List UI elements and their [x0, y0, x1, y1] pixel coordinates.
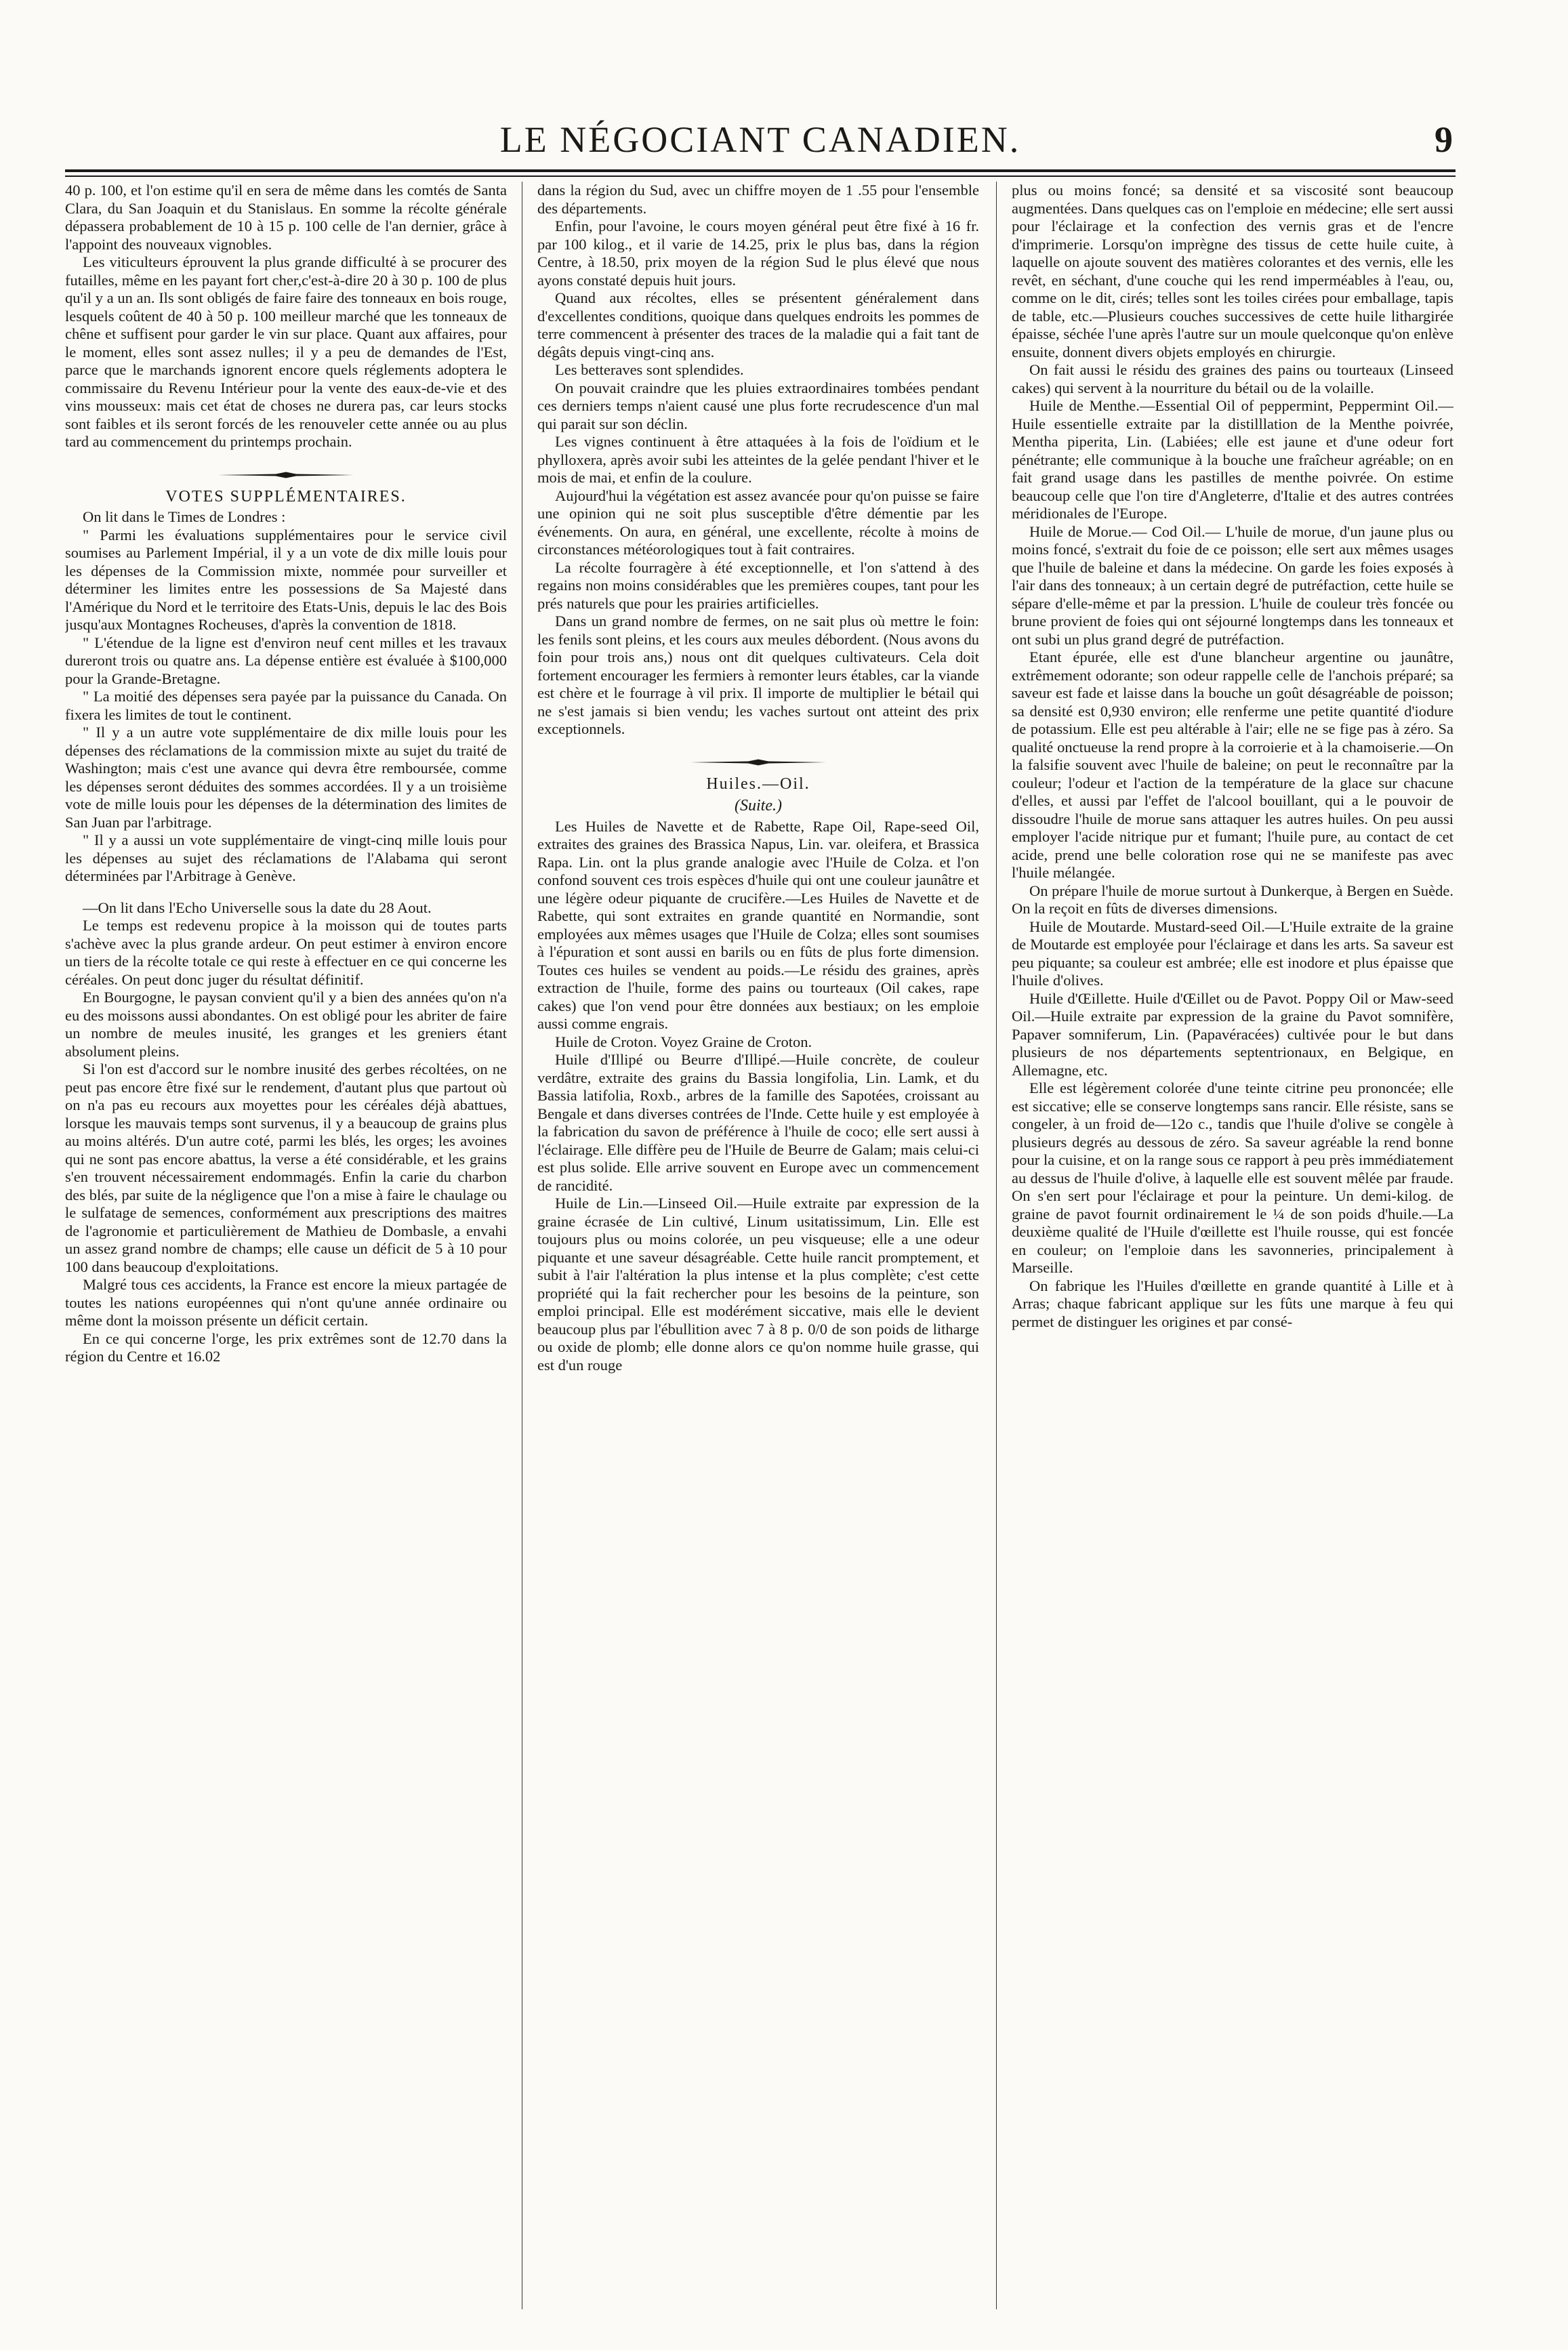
paragraph-gap: [65, 886, 507, 899]
article-paragraph: " Il y a aussi un vote supplémentaire de vingt-cinq mille louis pour les dépenses au sujet des réclamations de l'Alabama qui seront déterminées par l'Arbitrage à Genève.: [65, 831, 507, 884]
article-paragraph: —On lit dans l'Echo Universelle sous la date du 28 Aout.: [83, 899, 432, 916]
article-paragraph: Huile d'Illipé ou Beurre d'Illipé.—Huile concrète, de couleur verdâtre, extraite des grains du Bassia longifolia, Lin. Lamk, et du Bassia latifolia, Roxb., arbres de la famille des Sapotées, croissant au Bengale et dans diverses contrées de l'Inde. Cette huile y est employée à la fabrication du savon de préférence à l'huile de coco; elle sert aussi à l'éclairage. Elle diffère peu de l'Huile de Beurre de Galam; mais celui-ci est plus solide. Elle arrive souvent en Europe avec un commencement de rancidité.: [537, 1051, 979, 1194]
article-paragraph: Huile de Morue.— Cod Oil.— L'huile de morue, d'un jaune plus ou moins foncé, s'extrait du foie de ce poisson; elle sert aux mêmes usages que l'huile de baleine et dans la médecine. On garde les foies exposés à l'air dans des tonneaux; à un certain degré de putréfaction, cette huile se sépare d'elle-même et par la pression. L'huile de couleur très foncée ou brune provient de foies qui ont séjourné longtemps dans les tonneaux et ont subi un plus grand degré de putréfaction.: [1012, 522, 1453, 648]
article-paragraph: " Parmi les évaluations supplémentaires pour le service civil soumises au Parlement Impérial, il y a un vote de dix mille louis pour les dépenses de la Commission mixte, nommée pour surveiller et déterminer les limites entre les possessions de Sa Majesté dans l'Amérique du Nord et le territoire des Etats-Unis, depuis le lac des Bois jusqu'aux Montagnes Rocheuses, d'après la convention de 1818.: [65, 526, 507, 633]
article-paragraph: On prépare l'huile de morue surtout à Dunkerque, à Bergen en Suède. On la reçoit en fûts de diverses dimensions.: [1012, 882, 1453, 917]
article-paragraph: 40 p. 100, et l'on estime qu'il en sera de même dans les comtés de Santa Clara, du San Joaquin et du Stanislaus. En somme la récolte générale dépassera probablement de 10 à 15 p. 100 celle de l'an dernier, grâce à l'appoint des nouveaux vignobles.: [65, 182, 507, 253]
page-number: 9: [1435, 119, 1453, 160]
section-heading: VOTES SUPPLÉMENTAIRES.: [165, 487, 407, 506]
article-paragraph: Les viticulteurs éprouvent la plus grande difficulté à se procurer des futailles, même en les payant fort cher,c'est-à-dire 20 à 30 p. 100 de plus qu'il y a un an. Ils sont obligés de faire faire des tonneaux en bois rouge, lesquels coûtent de 40 à 50 p. 100 meilleur marché que les tonneaux de chêne et suffisent pour garder le vin sur place. Quant aux affaires, pour le moment, elles sont assez nulles; il y a peu de demandes de l'Est, parce que le marchands ignorent encore quels réglements adoptera le commissaire du Revenu Intérieur pour la vente des eaux-de-vie et des vins mousseux: mais cet état de choses ne durera pas, car leurs stocks sont faibles et ils seront forcés de les renouveler cette année ou au plus tard au commencement du printemps prochain.: [65, 253, 507, 450]
article-paragraph: Elle est légèrement colorée d'une teinte citrine peu prononcée; elle est siccative; elle se conserve longtemps sans rancir. Elle résiste, sans se congeler, à un froid de—12o c., tandis que l'huile d'olive se congèle à plusieurs degrés au dessous de zéro. Sa saveur agréable la rend bonne pour la cuisine, et on la range sous ce rapport à peu près immédiatement au dessus de l'huile d'olive, à laquelle elle est souvent mêlée par fraude. On s'en sert pour l'éclairage et pour la peinture. Un demi-kilog. de graine de pavot fournit ordinairement le ¼ de son poids d'huile.—La deuxième qualité de l'Huile d'œillette est l'huile rousse, qui est foncée en couleur; on l'emploie dans les savonneries, principalement à Marseille.: [1012, 1079, 1453, 1276]
article-paragraph: Si l'on est d'accord sur le nombre inusité des gerbes récoltées, on ne peut pas encore être fixé sur le rendement, d'autant plus que partout où on n'a pas eu recours aux moyettes pour les céréales déjà abattues, lorsque les mauvais temps sont survenus, il y a beaucoup de grains plus au moins altérés. D'un autre coté, parmi les blés, les orges; les avoines qui ne sont pas encore abattus, la verse a été considérable, et les grains s'en trouvent nécessairement endommagés. Enfin la carie du charbon des blés, par suite de la négligence que l'on a mise à faire le chaulage ou le sulfatage de semences, conformément aux prescriptions des maitres de l'agronomie et particulièrement de Mathieu de Dombasle, a envahi un assez grand nombre de champs; elle cause un déficit de 5 à 10 pour 100 dans beaucoup d'exploitations.: [65, 1060, 507, 1275]
article-paragraph: On fait aussi le résidu des graines des pains ou tourteaux (Linseed cakes) qui servent à la nourriture du bétail ou de la volaille.: [1012, 361, 1453, 396]
article-paragraph: On lit dans le Times de Londres :: [83, 508, 286, 525]
article-paragraph: Quand aux récoltes, elles se présentent généralement dans d'excellentes conditions, quoique dans quelques endroits les pommes de terre commencent à présenter des traces de la maladie qui a fait tant de dégâts depuis vingt-cinq ans.: [537, 289, 979, 360]
article-paragraph: Malgré tous ces accidents, la France est encore la mieux partagée de toutes les nations européennes qui n'ont qu'une année ordinaire ou même dont la moisson présente un déficit certain.: [65, 1276, 507, 1329]
column-2: [537, 182, 979, 2316]
masthead: [65, 114, 1456, 165]
header-rule: [65, 169, 1456, 172]
article-paragraph: En ce qui concerne l'orge, les prix extrêmes sont de 12.70 dans la région du Centre et 16.02: [65, 1329, 507, 1365]
article-paragraph: Aujourd'hui la végétation est assez avancée pour qu'on puisse se faire une opinion qui ne soit plus susceptible d'être démentie par les événements. On aura, en général, une excellente, récolte à moins de circonstances météorologiques tout à fait contraires.: [537, 487, 979, 558]
column-3: [1012, 182, 1453, 2316]
article-paragraph: En Bourgogne, le paysan convient qu'il y a bien des années qu'on n'a eu des moissons aussi abondantes. On est obligé pour les abriter de faire un nombre de meules inusité, les granges et les greniers étant absolument pleins.: [65, 989, 507, 1060]
article-paragraph: Huile de Menthe.—Essential Oil of peppermint, Peppermint Oil.—Huile essentielle extraite par la distilllation de la Menthe poivrée, Mentha piperita, Lin. (Labiées; elle est jaune et d'une odeur fort pénétrante; elle communique à la bouche une fraîcheur agréable; on en fait grand usage dans les pastilles de menthe poivrée. On estime beaucoup celle que l'on tire d'Angleterre, d'Italie et des autres contrées méridionales de l'Europe.: [1012, 397, 1453, 522]
article-paragraph: Les Huiles de Navette et de Rabette, Rape Oil, Rape-seed Oil, extraites des graines des Brassica Napus, Lin. var. oleifera, et Brassica Rapa. Lin. ont la plus grande analogie avec l'Huile de Colza. et l'on confond souvent ces trois espèces d'huile qui ont une couleur jaunâtre et une légère odeur piquante de crucifère.—Les Huiles de Navette et de Rabette, qui sont extraites en grande quantité en Normandie, sont employées aux mêmes usages que l'Huile de Colza; elles sont soumises à l'épuration et sont aussi en barils ou en fûts de plus forte dimension. Toutes ces huiles se vendent au poids.—Le résidu des graines, après extraction de l'huile, forme des pains ou tourteaux (Oil cakes, rape cakes) que l'on vend pour être données aux bestiaux; on les emploie aussi comme engrais.: [537, 817, 979, 1032]
article-paragraph: Huile de Lin.—Linseed Oil.—Huile extraite par expression de la graine écrasée de Lin cultivé, Linum usitatissimum, Lin. Elle est toujours plus ou moins colorée, un peu visqueuse; elle a une odeur piquante et une saveur désagréable. Cette huile rancit promptement, et subit à l'air l'altération la plus intense et la plus complète; c'est cette propriété qui la fait rechercher pour les besoins de la peinture, son emploi principal. Elle est modérément siccative, mais elle le devient beaucoup plus par l'ébullition avec 7 à 8 p. 0/0 de son poids de litharge ou oxide de plomb; elle donne alors ce qu'on nomme huile grasse, qui est d'un rouge: [537, 1195, 979, 1374]
article-paragraph: La récolte fourragère à été exceptionnelle, et l'on s'attend à des regains non moins considérables que les premières coupes, tant pour les prés naturels que pour les prairies artificielles.: [537, 558, 979, 612]
article-paragraph: Huile d'Œillette. Huile d'Œillet ou de Pavot. Poppy Oil or Maw-seed Oil.—Huile extraite par expression de la graine du Pavot somnifère, Papaver somniferum, Lin. (Papavéracées) cultivée pour le but dans plusieurs de nos départements septentrionaux, en Belgique, en Allemagne, etc.: [1012, 989, 1453, 1079]
article-paragraph: dans la région du Sud, avec un chiffre moyen de 1 .55 pour l'ensemble des départements.: [537, 182, 979, 217]
newspaper-title: LE NÉGOCIANT CANADIEN.: [499, 119, 1021, 160]
section-heading: Huiles.—Oil.: [706, 775, 810, 793]
header-rule-thin: [65, 176, 1456, 177]
article-paragraph: " Il y a un autre vote supplémentaire de dix mille louis pour les dépenses des réclamations de la commission mixte au sujet du traité de Washington; mais c'est une avance qui devra être remboursée, comme les dépenses seront déduites des sommes accordées. Il y a un troisième vote de mille louis pour les dépenses de la détermination des limites de San Juan par l'arbitrage.: [65, 724, 507, 831]
article-paragraph: " L'étendue de la ligne est d'environ neuf cent milles et les travaux dureront trois ou quatre ans. La dépense entière est évaluée à $100,000 pour la Grande-Bretagne.: [65, 634, 507, 687]
article-paragraph: Les betteraves sont splendides.: [555, 361, 744, 378]
article-paragraph: plus ou moins foncé; sa densité et sa viscosité sont beaucoup augmentées. Dans quelques cas on l'emploie en médecine; elle sert aussi pour l'éclairage et la confection des vernis gras et de l'encre d'imprimerie. Lorsqu'on imprègne des tissus de cette huile cuite, à laquelle on ajoute souvent des matières colorantes et des vernis, elle les revêt, en séchant, d'une couche qui les rend imperméables à l'eau, ou, comme on le dit, cirés; telles sont les toiles cirées pour emballage, tapis de table, etc.—Plusieurs couches successives de cette huile lithargirée épaisse, séchée l'une après l'autre sur un moule quelconque qu'on enlève ensuite, donnent divers objets employés en chirurgie.: [1012, 182, 1453, 360]
article-paragraph: Huile de Moutarde. Mustard-seed Oil.—L'Huile extraite de la graine de Moutarde est employée pour l'éclairage et dans les arts. Sa saveur est peu piquante; sa couleur est ambrée; elle est inodore et plus épaisse que l'huile d'olives.: [1012, 918, 1453, 989]
article-paragraph: Etant épurée, elle est d'une blancheur argentine ou jaunâtre, extrêmement odorante; son odeur rappelle celle de l'anchois préparé; sa saveur est fade et laisse dans la bouche un goût désagréable de poisson; sa densité est 0,930 environ; elle renferme une petite quantité d'iodure de potassium. Elle est peu altérable à l'air; elle ne se fige pas à zéro. Sa qualité onctueuse la rend propre à la corroierie et à la chamoiserie.—On la falsifie souvent avec l'huile de baleine; on peut le reconnaître par la couleur; l'odeur et l'action de la température de la glace sur chacune d'elles, et aussi par l'effet de l'alcool bouillant, qui a le pouvoir de dissoudre l'huile de morue sans attaquer les autres huiles. On peu aussi employer l'acide nitrique pur et fumant; l'huile pure, au contact de cet acide, prend une belle coloration rose qui ne se manifeste pas avec l'huile mélangée.: [1012, 648, 1453, 881]
section-divider-ornament: [211, 472, 360, 478]
section-divider-ornament: [684, 759, 833, 766]
article-paragraph: Dans un grand nombre de fermes, on ne sait plus où mettre le foin: les fenils sont pleins, et les cours aux meules débordent. (Nous avons du foin pour trois ans,) nous ont dit quelques cultivateurs. Cela doit fortement encourager les fermiers à remonter leurs étables, car la viande est chère et le fourrage à vil prix. Il importe de multiplier le bétail qui ne s'est jamais si bien vendu; les vaches surtout ont atteint des prix exceptionnels.: [537, 613, 979, 737]
article-paragraph: On pouvait craindre que les pluies extraordinaires tombées pendant ces derniers temps n'aient causé une plus forte recrudescence d'un mal qui parait sur son déclin.: [537, 379, 979, 432]
article-paragraph: " La moitié des dépenses sera payée par la puissance du Canada. On fixera les limites de tout le continent.: [65, 688, 507, 723]
article-paragraph: Le temps est redevenu propice à la moisson qui de toutes parts s'achève avec la plus grande ardeur. On peut estimer à environ encore un tiers de la récolte totale ce qui reste à effectuer en ce qui concerne les céréales. On peut donc juger du résultat définitif.: [65, 917, 507, 988]
section-subheading: (Suite.): [735, 797, 782, 815]
column-1: [65, 182, 507, 2316]
article-paragraph: Enfin, pour l'avoine, le cours moyen général peut être fixé à 16 fr. par 100 kilog., et il varie de 14.25, prix le plus bas, dans la région Centre, à 18.50, prix moyen de la région Sud le plus élevé que nous ayons constaté depuis huit jours.: [537, 218, 979, 289]
article-paragraph: Les vignes continuent à être attaquées à la fois de l'oïdium et le phylloxera, après avoir subi les atteintes de la gelée pendant l'hiver et le mois de mai, et enfin de la coulure.: [537, 433, 979, 486]
column-separator: [996, 182, 997, 2309]
article-paragraph: Huile de Croton. Voyez Graine de Croton.: [555, 1033, 812, 1050]
article-paragraph: On fabrique les l'Huiles d'œillette en grande quantité à Lille et à Arras; chaque fabricant applique sur les fûts une marque à feu qui permet de distinguer les origines et par consé-: [1012, 1277, 1453, 1330]
